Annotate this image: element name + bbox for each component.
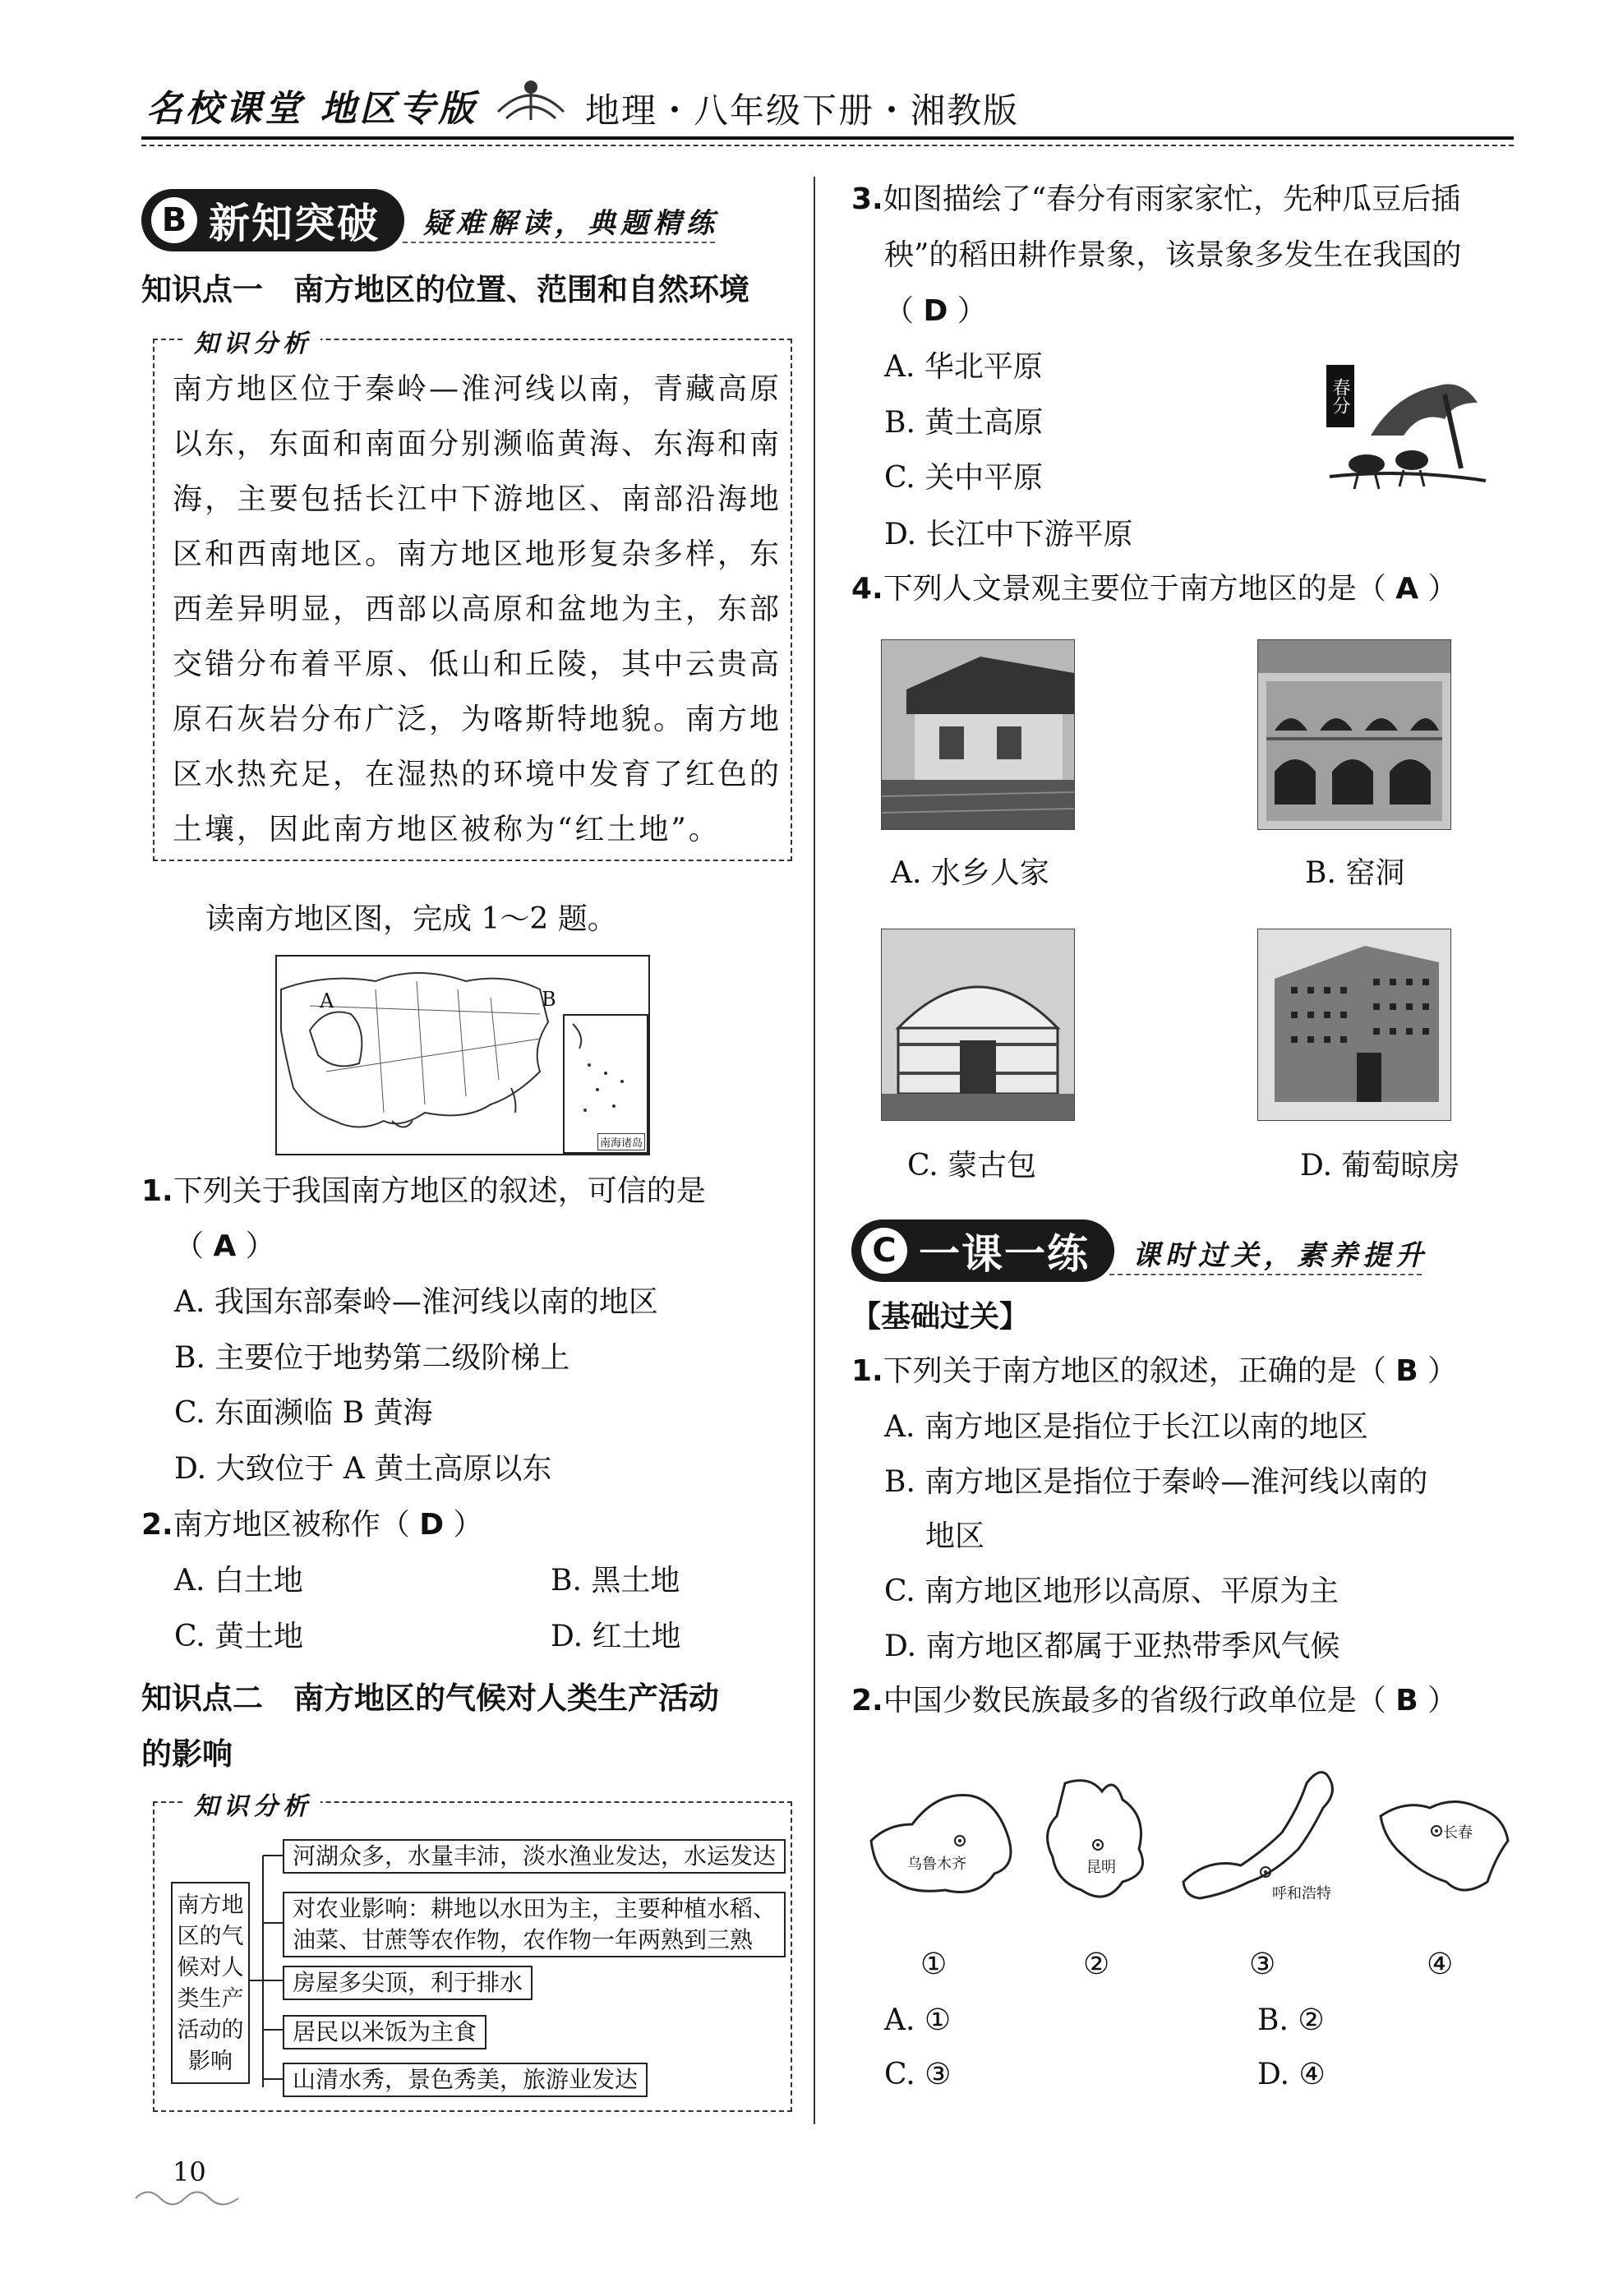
q3-option: B. 黄土高原 bbox=[884, 406, 1044, 440]
section-c-badge bbox=[851, 1219, 1114, 1282]
map-label-a: A bbox=[320, 989, 334, 1012]
q4-number: 4. bbox=[851, 572, 883, 606]
map-intro: 读南方地区图，完成 1～2 题。 bbox=[205, 902, 617, 936]
islands-icon bbox=[565, 1016, 647, 1131]
kp2-branch: 房屋多尖顶，利于排水 bbox=[283, 1966, 533, 2000]
basic-level-heading: 【基础过关】 bbox=[851, 1300, 1030, 1334]
city-changchun: 长春 bbox=[1443, 1824, 1473, 1842]
xinjiang-outline-icon bbox=[863, 1775, 1027, 1915]
kp1-title: 知识点一 南方地区的位置、范围和自然环境 bbox=[141, 272, 749, 307]
p1-number: 1. bbox=[851, 1354, 883, 1388]
south-sea-inset bbox=[563, 1014, 648, 1154]
q1-option: C. 东面濒临 B 黄海 bbox=[174, 1396, 433, 1430]
q3-stem-text: 如图描绘了“春分有雨家家忙，先种瓜豆后插 bbox=[883, 182, 1461, 216]
kp2-title-line1: 知识点二 南方地区的气候对人类生产活动 bbox=[141, 1681, 719, 1716]
kp2-title-line2: 的影响 bbox=[141, 1736, 233, 1772]
kp1-line: 以东，东面和南面分别濒临黄海、东海和南 bbox=[173, 427, 782, 461]
kp2-root-line: 区的气 bbox=[177, 1924, 244, 1949]
kp1-box-label: 知识分析 bbox=[186, 323, 320, 359]
q1-answer: A bbox=[213, 1229, 237, 1263]
kp1-line: 土壤，因此南方地区被称为“红土地”。 bbox=[173, 813, 721, 846]
water-village-icon bbox=[882, 640, 1074, 829]
p1-answer: B bbox=[1395, 1354, 1418, 1388]
p2-mark: ① bbox=[920, 1948, 948, 1981]
section-b-slogan: 疑难解读，典题精练 bbox=[423, 207, 719, 240]
p1-option: D. 南方地区都属于亚热带季风气候 bbox=[884, 1630, 1340, 1663]
photo-water-village bbox=[881, 639, 1075, 830]
column-divider bbox=[814, 177, 815, 2124]
kp1-line: 区和西南地区。南方地区地形复杂多样，东 bbox=[173, 537, 782, 571]
kp1-line: 原石灰岩分布广泛，为喀斯特地貌。南方地 bbox=[173, 703, 782, 736]
header-rule-dashed bbox=[141, 145, 1514, 146]
q4-caption: C. 蒙古包 bbox=[907, 1149, 1037, 1183]
q2-stem: 2.南方地区被称作（ D ） bbox=[141, 1508, 483, 1542]
kp2-root-line: 活动的 bbox=[177, 2017, 244, 2043]
q4-stem-text: 下列人文景观主要位于南方地区的是 bbox=[883, 572, 1357, 606]
slogan-rule-c bbox=[1109, 1274, 1422, 1275]
q3-option: A. 华北平原 bbox=[884, 350, 1043, 384]
section-c-title: 一课一练 bbox=[919, 1230, 1090, 1278]
p1-stem: 1.下列关于南方地区的叙述，正确的是（ B ） bbox=[851, 1354, 1458, 1388]
city-kunming: 昆明 bbox=[1086, 1859, 1116, 1876]
city-hohhot: 呼和浩特 bbox=[1272, 1885, 1331, 1902]
kp2-root-box bbox=[171, 1882, 250, 2084]
jilin-outline-icon bbox=[1372, 1783, 1520, 1915]
kp1-line: 区水热充足，在湿热的环境中发育了红色的 bbox=[173, 758, 782, 791]
footer-ornament-icon bbox=[131, 2186, 247, 2211]
p2-answer: B bbox=[1395, 1684, 1418, 1717]
q2-option: D. 红土地 bbox=[551, 1620, 681, 1653]
rice-planting-icon bbox=[1321, 362, 1491, 501]
kp1-paragraph bbox=[173, 362, 782, 857]
photo-yurt bbox=[881, 929, 1075, 1121]
map-label-b: B bbox=[542, 988, 556, 1011]
header-ornament-icon bbox=[490, 71, 572, 128]
q4-caption: D. 葡萄晾房 bbox=[1300, 1149, 1460, 1183]
q2-answer: D bbox=[419, 1508, 445, 1542]
q3-stem-line1 bbox=[851, 178, 1460, 222]
section-b-letter: B bbox=[151, 197, 197, 243]
p2-stem-text: 中国少数民族最多的省级行政单位是 bbox=[883, 1684, 1357, 1717]
q1-option: B. 主要位于地势第二级阶梯上 bbox=[174, 1341, 570, 1375]
p2-number: 2. bbox=[851, 1684, 883, 1717]
kp1-line: 西差异明显，西部以高原和盆地为主，东部 bbox=[173, 592, 782, 626]
series-title: 名校课堂 地区专版 bbox=[146, 88, 478, 130]
q2-option: C. 黄土地 bbox=[174, 1620, 304, 1653]
q4-caption: B. 窑洞 bbox=[1305, 856, 1405, 890]
photo-grape-drying-house bbox=[1257, 929, 1451, 1121]
yurt-icon bbox=[882, 929, 1074, 1120]
q3-answer-bracket: （ D ） bbox=[884, 294, 987, 328]
page-number: 10 bbox=[173, 2156, 206, 2188]
p2-option: A. ① bbox=[884, 2003, 952, 2037]
section-b-badge bbox=[141, 189, 404, 251]
q3-stem-line2: 秧”的稻田耕作景象，该景象多发生在我国的 bbox=[884, 238, 1462, 272]
q3-option: D. 长江中下游平原 bbox=[884, 518, 1133, 551]
p1-stem-text: 下列关于南方地区的叙述，正确的是 bbox=[883, 1354, 1357, 1388]
kp2-bracket-lines bbox=[250, 1824, 283, 2087]
kp1-line: 交错分布着平原、低山和丘陵，其中云贵高 bbox=[173, 648, 782, 681]
kp2-branch-line: 对农业影响：耕地以水田为主，主要种植水稻、 bbox=[293, 1895, 777, 1922]
header-rule bbox=[141, 136, 1514, 140]
section-b-title: 新知突破 bbox=[209, 200, 380, 247]
kp2-branch bbox=[283, 1892, 786, 1957]
kp1-line: 南方地区位于秦岭—淮河线以南，青藏高原 bbox=[173, 372, 782, 406]
kp2-root-line: 类生产 bbox=[177, 1986, 244, 2012]
q4-caption: A. 水乡人家 bbox=[891, 856, 1049, 890]
kp2-branch: 山清水秀，景色秀美，旅游业发达 bbox=[283, 2063, 648, 2097]
photo-cave-dwelling bbox=[1257, 639, 1451, 830]
p2-option: B. ② bbox=[1257, 2003, 1325, 2037]
q2-number: 2. bbox=[141, 1508, 173, 1542]
kp2-branch: 河湖众多，水量丰沛，淡水渔业发达，水运发达 bbox=[283, 1839, 786, 1874]
kp2-root-line: 影响 bbox=[188, 2049, 233, 2074]
q1-option: D. 大致位于 A 黄土高原以东 bbox=[174, 1452, 552, 1486]
q3-answer: D bbox=[923, 294, 948, 328]
p2-stem: 2.中国少数民族最多的省级行政单位是（ B ） bbox=[851, 1684, 1458, 1717]
p1-option: B. 南方地区是指位于秦岭—淮河线以南的 bbox=[884, 1465, 1428, 1499]
slogan-rule bbox=[403, 242, 715, 243]
city-urumqi: 乌鲁木齐 bbox=[907, 1856, 966, 1873]
grape-drying-house-icon bbox=[1258, 929, 1450, 1120]
p2-mark: ② bbox=[1083, 1948, 1110, 1981]
kp2-box-label: 知识分析 bbox=[186, 1786, 320, 1822]
spring-equinox-illustration bbox=[1321, 362, 1491, 501]
q3-number: 3. bbox=[851, 182, 883, 216]
subject-title: 地理・八年级下册・湘教版 bbox=[585, 90, 1020, 131]
q4-stem: 4.下列人文景观主要位于南方地区的是（ A ） bbox=[851, 572, 1458, 606]
cave-dwelling-icon bbox=[1258, 640, 1450, 829]
p2-option: C. ③ bbox=[884, 2058, 952, 2091]
q1-number: 1. bbox=[141, 1174, 173, 1208]
q2-option: A. 白土地 bbox=[174, 1564, 303, 1598]
kp2-branch-line: 油菜、甘蔗等农作物，农作物一年两熟到三熟 bbox=[293, 1926, 754, 1953]
section-c-letter: C bbox=[861, 1228, 907, 1274]
q1-stem bbox=[141, 1169, 706, 1214]
q1-answer-bracket: （ A ） bbox=[174, 1229, 275, 1263]
q2-stem-text: 南方地区被称作 bbox=[173, 1508, 380, 1542]
p2-mark: ④ bbox=[1427, 1948, 1454, 1981]
q4-answer: A bbox=[1395, 572, 1419, 606]
p1-option-cont: 地区 bbox=[925, 1519, 985, 1553]
p2-option: D. ④ bbox=[1257, 2058, 1326, 2091]
q3-option: C. 关中平原 bbox=[884, 461, 1044, 495]
kp2-root-line: 候对人 bbox=[177, 1955, 244, 1980]
q1-stem-text: 下列关于我国南方地区的叙述，可信的是 bbox=[173, 1174, 706, 1208]
section-c-slogan: 课时过关，素养提升 bbox=[1132, 1239, 1428, 1272]
q2-option: B. 黑土地 bbox=[551, 1564, 680, 1598]
spring-equinox-seal: 春分 bbox=[1326, 365, 1354, 427]
south-china-map bbox=[275, 955, 650, 1155]
p1-option: A. 南方地区是指位于长江以南的地区 bbox=[884, 1410, 1368, 1444]
inset-label: 南海诸岛 bbox=[597, 1133, 645, 1150]
p2-mark: ③ bbox=[1249, 1948, 1276, 1981]
kp2-root-line: 南方地 bbox=[177, 1893, 244, 1918]
p1-option: C. 南方地区地形以高原、平原为主 bbox=[884, 1574, 1339, 1608]
kp2-branch: 居民以米饭为主食 bbox=[283, 2015, 486, 2049]
yunnan-outline-icon bbox=[1032, 1767, 1164, 1915]
q1-option: A. 我国东部秦岭—淮河线以南的地区 bbox=[174, 1285, 658, 1319]
kp1-line: 海，主要包括长江中下游地区、南部沿海地 bbox=[173, 482, 782, 516]
